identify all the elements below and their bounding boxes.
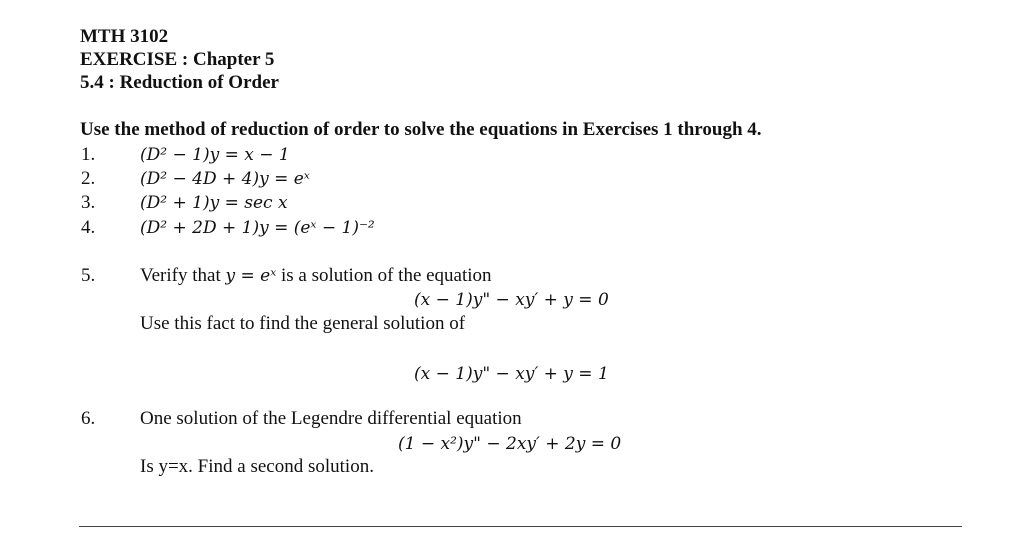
exercise-number-1: 1. — [81, 144, 96, 165]
problem-5-suffix: is a solution of the equation — [281, 265, 492, 286]
problem-6-question: Is y=x. Find a second solution. — [140, 456, 374, 477]
exercise-number-3: 3. — [81, 192, 96, 213]
footer-divider — [79, 526, 962, 527]
problem-6-number: 6. — [81, 408, 96, 429]
problem-6-equation: (1 − x²)y" − 2xy′ + 2y = 0 — [398, 434, 622, 454]
section-title: 5.4 : Reduction of Order — [80, 72, 279, 93]
exercise-number-2: 2. — [81, 168, 96, 189]
exercise-equation-3: (D² + 1)y = sec x — [140, 193, 288, 213]
problem-5-equation-1: (x − 1)y" − xy′ + y = 0 — [414, 290, 609, 310]
exercise-equation-2: (D² − 4D + 4)y = eˣ — [140, 169, 310, 189]
problem-5-prefix: Verify that — [140, 265, 221, 286]
exercise-number-4: 4. — [81, 217, 96, 238]
problem-5-statement — [140, 265, 492, 287]
problem-5-instruction: Use this fact to find the general solution of — [140, 313, 466, 334]
problem-5-equation-2: (x − 1)y" − xy′ + y = 1 — [414, 364, 609, 384]
exercise-equation-4: (D² + 2D + 1)y = (eˣ − 1)⁻² — [140, 218, 375, 238]
instructions: Use the method of reduction of order to solve the equations in Exercises 1 through 4. — [80, 119, 762, 140]
exercise-equation-1: (D² − 1)y = x − 1 — [140, 145, 290, 165]
exercise-title: EXERCISE : Chapter 5 — [80, 49, 275, 70]
problem-6-statement: One solution of the Legendre differential equation — [140, 408, 522, 429]
problem-5-number: 5. — [81, 265, 96, 286]
course-code: MTH 3102 — [80, 26, 169, 47]
problem-5-solution-math: y = eˣ — [225, 266, 277, 286]
